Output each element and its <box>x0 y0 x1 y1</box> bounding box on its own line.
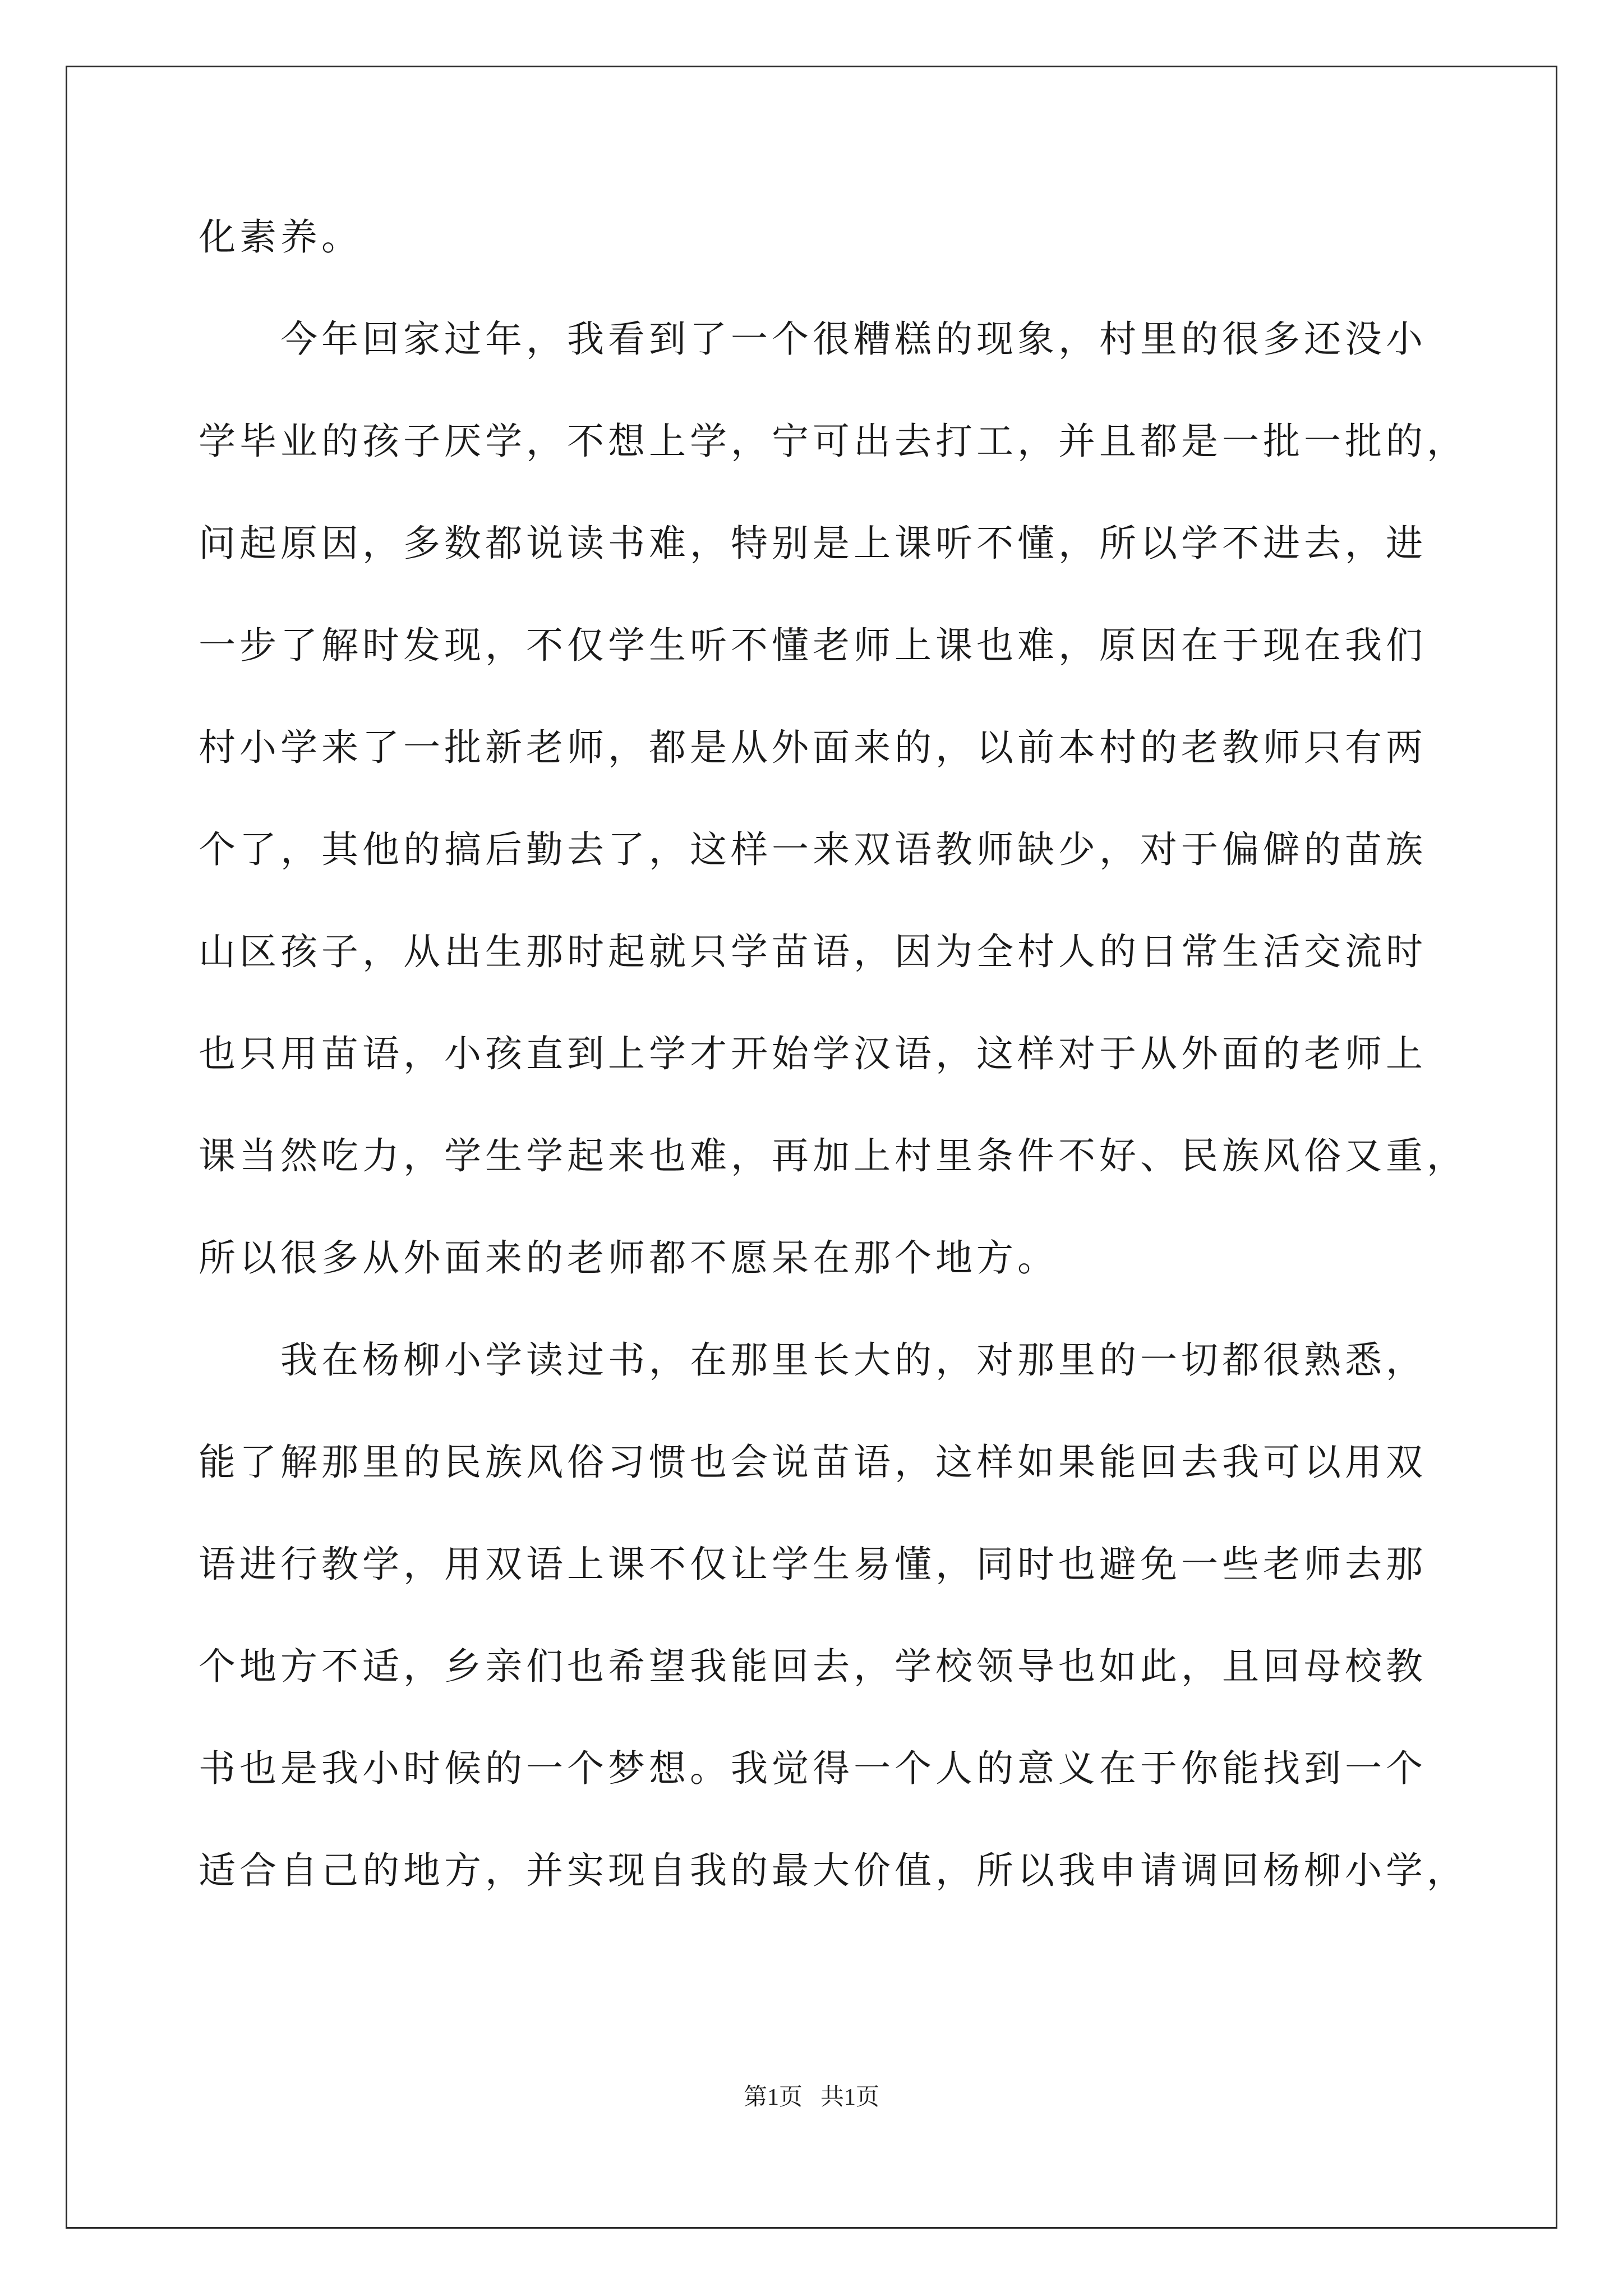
page-number-current: 第1页 <box>743 2085 803 2110</box>
text-line: 问起原因，多数都说读书难，特别是上课听不懂，所以学不进去，进 <box>199 522 1427 565</box>
page-footer <box>0 2083 1623 2112</box>
text-line: 一步了解时发现，不仅学生听不懂老师上课也难，原因在于现在我们 <box>199 624 1427 667</box>
text-line: 个了，其他的搞后勤去了，这样一来双语教师缺少，对于偏僻的苗族 <box>199 828 1427 871</box>
text-line: 个地方不适，乡亲们也希望我能回去，学校领导也如此，且回母校教 <box>199 1645 1427 1688</box>
page-number-total: 共1页 <box>820 2085 880 2110</box>
text-line: 语进行教学，用双语上课不仅让学生易懂，同时也避免一些老师去那 <box>199 1543 1427 1586</box>
text-line: 所以很多从外面来的老师都不愿呆在那个地方。 <box>199 1236 1058 1280</box>
text-line: 学毕业的孩子厌学，不想上学，宁可出去打工，并且都是一批一批的， <box>199 420 1468 463</box>
text-line: 山区孩子，从出生那时起就只学苗语，因为全村人的日常生活交流时 <box>199 930 1427 973</box>
text-line: 化素养。 <box>199 215 362 259</box>
text-line: 我在杨柳小学读过书，在那里长大的，对那里的一切都很熟悉， <box>199 1338 1427 1382</box>
text-line: 课当然吃力，学生学起来也难，再加上村里条件不好、民族风俗又重， <box>199 1134 1468 1177</box>
text-line: 书也是我小时候的一个梦想。我觉得一个人的意义在于你能找到一个 <box>199 1747 1427 1790</box>
text-line: 能了解那里的民族风俗习惯也会说苗语，这样如果能回去我可以用双 <box>199 1441 1427 1484</box>
text-line: 也只用苗语，小孩直到上学才开始学汉语，这样对于从外面的老师上 <box>199 1032 1427 1075</box>
text-line: 今年回家过年，我看到了一个很糟糕的现象，村里的很多还没小 <box>199 318 1427 361</box>
text-line: 适合自己的地方，并实现自我的最大价值，所以我申请调回杨柳小学， <box>199 1849 1468 1892</box>
text-line: 村小学来了一批新老师，都是从外面来的，以前本村的老教师只有两 <box>199 726 1427 769</box>
